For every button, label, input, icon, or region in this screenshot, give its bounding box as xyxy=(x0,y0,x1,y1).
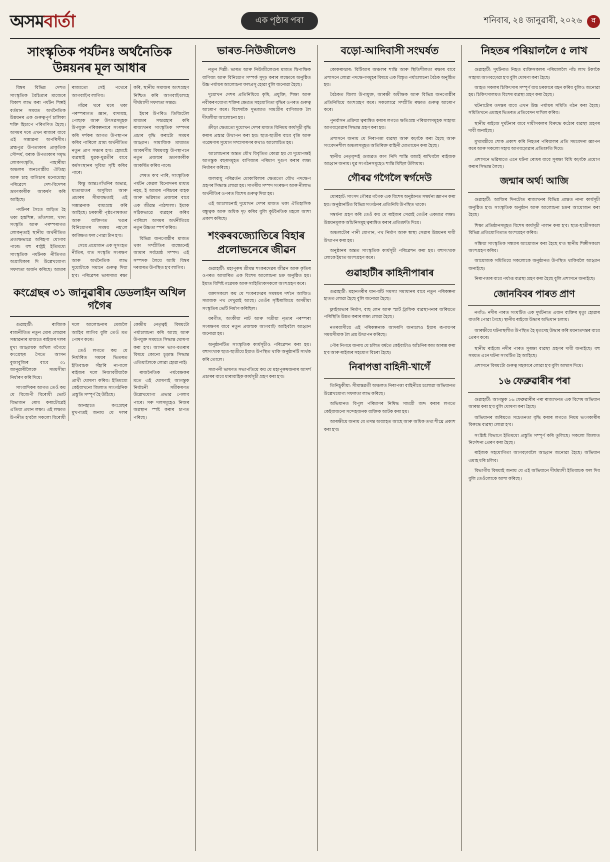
column-divider xyxy=(317,45,318,851)
article-headline-gaurav-gogoi: গৌৰৱ গগৈলৈ স্বৰ্গদেউ xyxy=(324,172,456,190)
article-headline-today: জন্মাৰ অৰ্থ! আজি xyxy=(468,175,600,193)
seal-icon: ꠛ xyxy=(587,15,600,28)
paragraph: বিভিন্ন জনগোষ্ঠীৰ মাজত থকা সম্প্ৰীতিৰ বান্ধোনেই আমাৰ সৰ্বশ্ৰেষ্ঠ সম্পদ। এই সম্পদক লৈয়ে আমি বিশ্বৰ দৰবাৰত উপস্থিত হ'ব লাগিব। xyxy=(133,235,190,271)
paragraph: শেষত ক'ব পাৰি, সাংস্কৃতিক পৰ্যটন কেৱল বিনোদনৰ মাধ্যম নহয়, ই আমাৰ পৰিচয়ৰ বাহক আৰু ভৱিষ্যত প্ৰজন্মৰ বাবে এক জীৱন্ত পাঠশালা। ইয়াক সঠিকভাৱে ব্যৱহাৰ কৰিব পাৰিলে অসমৰ অৰ্থনীতিয়ে নতুন উচ্চতা স্পৰ্শ কৰিব। xyxy=(133,173,190,231)
paragraph: তেওঁ লগতে কয় যে নিৰ্ধাৰিত সময়ৰ ভিতৰত ইতিবাচক সঁহাৰি নাপালে ৰাইজৰ দলে নিজাববীয়াকৈ প্ৰাৰ্থী ঘোষণা কৰিব। ইতিমধ্যে কেইবাখনো জিলাত সাংগঠনিক প্ৰস্তুতি সম্পূৰ্ণ হৈ উঠিছে। xyxy=(71,347,128,398)
paragraph: সংশ্লিষ্ট বিভাগে ইতিমধ্যে প্ৰস্তুতি সম্পূৰ্ণ কৰি তুলিছে। সকলো জিলাত নিৰ্দেশনা প্ৰেৰণ কৰা হৈছে। xyxy=(468,432,600,445)
paragraph: অঞ্চলটোৰ পানী যোগান, পথ নিৰ্মাণ আৰু স্বাস্থ্য সেৱাৰ উন্নয়নৰ দাবী উত্থাপন কৰা হয়। xyxy=(323,230,456,243)
paragraph: স্থানীয় নেতৃবৃন্দই গুজৱত কাণ নিদি শান্তি বজাই ৰাখিবলৈ ৰাইজক আহ্বান জনায়। যুৱ সংগঠনসমূহেও শান্তি মিছিল উলিয়ায়। xyxy=(323,153,456,166)
article-body-security-forces xyxy=(324,382,456,433)
paragraph: ইয়াৰ উপৰিও ডিজিটেল মাধ্যমৰ সদ্ব্যৱহাৰ কৰি ৰাজ্যখনৰ সাংস্কৃতিক সম্পদৰ প্ৰচাৰ বৃদ্ধি কৰাটো সময়ৰ আহ্বান। সামাজিক মাধ্যমত আকৰ্ষণীয় বিষয়বস্তু উপস্থাপনে নতুন প্ৰজন্মৰ ভ্ৰমণকাৰীক আকৰ্ষিত কৰিব পাৰে। xyxy=(133,110,190,168)
paragraph: প্ৰশাসনে ভৱিষ্যতে এনে ঘটনা ৰোধৰ বাবে সুৰক্ষা বিধি কঢ়াকৈ প্ৰয়োগ কৰাৰ সিদ্ধান্ত লৈছে। xyxy=(468,156,600,169)
logo-accent: বাৰ্তা xyxy=(43,11,75,31)
paragraph: যোৰহাট: সাংসদ গৌৰৱ গগৈক এক বিশেষ অনুষ্ঠানত সম্বৰ্ধনা জ্ঞাপন কৰা হয়। অনুষ্ঠানটিত বিভিন্ন সংগঠনৰ প্ৰতিনিধি উপস্থিত থাকে। xyxy=(323,194,456,207)
article-headline-security-forces: নিৰাপত্তা বাহিনী-খাগেঁ xyxy=(324,361,456,379)
masthead-date-area xyxy=(484,14,600,28)
paragraph: গুৱাহাটী: দুৰ্ঘটনাত নিহত ব্যক্তিসকলৰ পৰিয়াললৈ পাঁচ লাখ টকাকৈ সাহায্য আগবঢ়োৱা হ'ব বুলি ঘোষণা কৰা হৈছে। xyxy=(468,67,600,80)
logo-main: অসম xyxy=(10,11,44,31)
paragraph: সমাপনী ভাষণত সভাপতিয়ে কয় যে মহাপুৰুষজনাৰ আদৰ্শ প্ৰচাৰৰ বাবে ধাৰাবাহিক কাৰ্যসূচী গ্ৰহণ কৰা হ'ব। xyxy=(202,366,311,380)
column-divider xyxy=(461,45,462,851)
paragraph: পুনৰ্বাসন প্ৰক্ৰিয়া ত্বৰান্বিত কৰাৰ লগতে ক্ষতিগ্ৰস্ত পৰিয়ালসমূহক সাহায্য আগবঢ়োৱাৰ সিদ্ধান্ত গ্ৰহণ কৰা হয়। xyxy=(323,117,456,131)
article-headline-compensation: নিহতৰ পৰিয়াললৈ ৫ লাখ xyxy=(468,45,600,62)
article-headline-guwahati-story: গুৱাহাটীৰ কাহিনীপাৰাৰ xyxy=(324,267,456,285)
paragraph: এই আলোচনাই দুয়োখন দেশৰ মাজত থকা ঐতিহাসিক বন্ধুত্বক আৰু অধিক দৃঢ় কৰিব বুলি কূটনৈতিক মহলে আশা প্ৰকাশ কৰিছে। xyxy=(202,201,311,221)
paragraph: গুৱাহাটী: আজিৰ দিনটোত ৰাজ্যখনৰ বিভিন্ন প্ৰান্তত নানা কাৰ্যসূচী অনুষ্ঠিত হ'ব। সাংস্কৃতিক অনুষ্ঠান আৰু আলোচনা চক্ৰৰ আয়োজন কৰা হৈছে। xyxy=(468,197,600,218)
content-grid xyxy=(10,45,600,851)
column-compensation xyxy=(468,45,600,851)
continuation-badge: এক পৃষ্ঠাৰ পৰা xyxy=(241,12,317,30)
paragraph: স্থানীয় ৰাইজে নদীৰ পাৰত সুৰক্ষা ব্যৱস্থা গ্ৰহণৰ দাবী জনাইছে। বহু সময়ত এনে ঘটনা সংঘটিত হৈ আহিছে। xyxy=(468,345,600,358)
paragraph: আৰক্ষীয়ে জনায় যে তদন্ত অব্যাহত আছে আৰু অধিক তথ্য শীঘ্ৰে প্ৰকাশ কৰা হ'ব। xyxy=(323,419,456,432)
paragraph: গাঁৱৰ ঘৰে ঘৰে থকা পৰম্পৰাগত জ্ঞান, বাদ্যযন্ত্ৰ, পোছাক আৰু উৎসৱসমূহক উপযুক্ত পৰিকল্পনাৰে সংৰক্ষণ কৰি দৰ্শকৰ আগত উপস্থাপন কৰিব পাৰিলে গ্ৰাম্য অৰ্থনীতিত নতুন প্ৰাণ সঞ্চাৰ হ'ব। হোমষ্টে ব্যৱস্থাই যুৱক-যুৱতীৰ বাবে কৰ্মসংস্থানৰ সুবিধা সৃষ্টি কৰিব পাৰে। xyxy=(71,103,128,176)
paragraph: জলবায়ু পৰিৱৰ্তন মোকাবিলাৰ ক্ষেত্ৰতো যৌথ পদক্ষেপ গ্ৰহণৰ সিদ্ধান্ত লোৱা হয়। সাগৰীয় সম্পদ সংৰক্ষণ আৰু নীলাভ অৰ্থনীতিৰ ওপৰত বিশেষ গুৰুত্ব দিয়া হয়। xyxy=(202,175,311,196)
publication-date: শনিবাৰ, ২৪ জানুৱাৰী, ২০২৬ xyxy=(483,15,582,25)
paragraph: আৰক্ষীয়ে ঘটনাস্থলীত উপস্থিত হৈ মৃতদেহ উদ্ধাৰ কৰি ময়নাতদন্তৰ বাবে প্ৰেৰণ কৰে। xyxy=(468,327,600,341)
article-headline-riverbank-death: জোনবিবৰ পাৰত প্ৰাণ xyxy=(468,288,600,306)
article-headline-sankardev: শংকৰবজ্যোতিৰে বিহাৰ প্ৰলোভনেৰে জীৱন xyxy=(202,230,311,260)
paragraph: ফ্লাইঅভাৰ নিৰ্মাণ, বাছ লেন আৰু স্মাৰ্ট ট্ৰাফিক ব্যৱস্থাপনাৰ জৰিয়তে পৰিস্থিতি উন্নত কৰাৰ লক্ষ্য লোৱা হৈছে। xyxy=(323,306,456,320)
article-body-gaurav-gogoi xyxy=(324,193,456,262)
paragraph: সম্বৰ্ধনা গ্ৰহণ কৰি তেওঁ কয় যে ৰাইজৰ সেৱাই তেওঁৰ একমাত্ৰ লক্ষ্য। উন্নয়নমূলক আঁচনিসমূহ ত্বৰান্বিত কৰাৰ প্ৰতিশ্ৰুতি দিয়ে। xyxy=(323,212,456,225)
article-body-guwahati-story xyxy=(324,288,456,357)
newspaper-logo[interactable] xyxy=(10,13,75,30)
paragraph: গুৱাহাটী: আগন্তুক ১৬ ফেব্ৰুৱাৰীৰ পৰা ৰাজ্যখনত এক বিশেষ অভিযান আৰম্ভ কৰা হ'ব বুলি ঘোষণা কৰা হৈছে। xyxy=(468,396,600,410)
article-body-sankardev xyxy=(202,265,311,381)
column-india-newzealand xyxy=(202,45,311,851)
paragraph: সাংবাদিকৰ আগত তেওঁ কয় যে বিজেপী বিৰোধী ভোট বিভাজন ৰোধ কৰাটোৱেই এতিয়া প্ৰধান লক্ষ্য। এই লক্ষ্যত উপনীত হ'বলৈ সকলো বিৰোধী দলে আলোচনাৰ মেজলৈ আহিব লাগিব বুলি তেওঁ মত পোষণ কৰে। xyxy=(10,322,128,420)
paragraph: বৈঠকত জিলা উপায়ুক্ত, আৰক্ষী অধীক্ষক আৰু বিভিন্ন জনগোষ্ঠীৰ প্ৰতিনিধিয়ে অংশগ্ৰহণ কৰে। সকলোৱে সম্প্ৰীতি ৰক্ষাত গুৰুত্ব আৰোপ কৰে। xyxy=(323,92,456,113)
paragraph: প্ৰশাসনে জনায় যে নিৰাপত্তা ব্যৱস্থা আৰু কঢ়াকৈ কৰা হৈছে আৰু সংবেদনশীল অঞ্চলসমূহত অতিৰিক্ত বাহিনী মোতায়েন কৰা হৈছে। xyxy=(323,135,456,149)
article-headline-india-newzealand: ভাৰত-নিউজীলেণ্ড xyxy=(202,45,311,62)
paragraph: গুৱাহাটী: মহানগৰীৰ যান-জঁট সমস্যা সমাধানৰ বাবে নতুন পৰিকল্পনা হাতত লোৱা হৈছে বুলি জনোৱা হৈছে। xyxy=(323,288,456,302)
paragraph: কিন্তু আন্তঃগাঁথনিৰ অভাৱ, যাতায়াতৰ অসুবিধা আৰু প্ৰচাৰৰ সীমাবদ্ধতাই এই সম্ভাৱনাক বাধাগ্ৰস্ত কৰি আহিছে। চৰকাৰী পৃষ্ঠপোষকতা আৰু ব্যক্তিগত খণ্ডৰ বিনিয়োগৰ সমন্বয় নহ'লে কাঙ্ক্ষিত ফল পোৱা টান হ'ব। xyxy=(71,180,128,238)
paragraph: কোকৰাঝাৰ: বিটিআৰ অঞ্চলৰ শান্তি আৰু স্থিতিশীলতা ৰক্ষাৰ বাবে প্ৰশাসনে লোৱা পদক্ষেপসমূহৰ বিষয়ে এক বিস্তৃত পৰ্যালোচনা বৈঠক অনুষ্ঠিত হয়। xyxy=(323,67,456,87)
paragraph: অভিযানত বিপুল পৰিমাণৰ নিষিদ্ধ সামগ্ৰী জব্দ কৰাৰ লগতে কেইবাজনো সন্দেহজনক ব্যক্তিক আটক কৰা হয়। xyxy=(323,401,456,414)
paragraph: অভিযানৰ জৰিয়তে সচেতনতা বৃদ্ধি কৰাৰ লগতে নিয়ম ভংগকাৰীৰ বিৰুদ্ধে ব্যৱস্থা লোৱা হ'ব। xyxy=(468,414,600,428)
paragraph: স্থানীয় ৰাইজে দুৰ্ঘটনাৰ বাবে দায়ীসকলৰ বিৰুদ্ধে কঠোৰ ব্যৱস্থা গ্ৰহণৰ দাবী জনাইছে। xyxy=(468,120,600,134)
paragraph: নিৰাপত্তাৰ বাবে পৰ্যাপ্ত ব্যৱস্থা গ্ৰহণ কৰা হৈছে বুলি প্ৰশাসনে জনাইছে। xyxy=(474,276,596,282)
paragraph: নগৰবাসীয়ে এই পৰিকল্পনাক আদৰণি জনালেও ইয়াৰ ৰূপায়ণৰ সময়সীমাক লৈ প্ৰশ্ন উত্থাপন কৰিছে। xyxy=(323,324,456,338)
paragraph: মুখ্যমন্ত্ৰীয়ে শোক প্ৰকাশ কৰি নিহতৰ পৰিয়ালৰ প্ৰতি সমবেদনা জ্ঞাপন কৰে আৰু সকলো সহায় আগবঢ়োৱাৰ প্ৰতিশ্ৰুতি দিয়ে। xyxy=(468,138,600,152)
paragraph: আয়োজক সমিতিয়ে সকলোকে অনুষ্ঠানত উপস্থিত থাকিবলৈ আহ্বান জনাইছে। xyxy=(468,258,600,271)
paragraph: পৰ্যটনৰ সৈতে জড়িত হৈ থকা হস্তশিল্প, তাঁতশাল, খাদ্য সংস্কৃতি আৰু পৰম্পৰাগত লোকনৃত্যই স্থানীয় অৰ্থনীতিত প্ৰত্যক্ষভাৱে অৰিহণা যোগাব পাৰে। বহু ৰাষ্ট্ৰই ইতিমধ্যে সাংস্কৃতিক পৰ্যটনক নীতিগত অগ্ৰাধিকাৰ দি উল্লেখযোগ্য সফলতা অৰ্জন কৰিছে। আমাৰ ৰাজ্যতো সেই পথেৰে আগবাঢ়িব লাগিব। xyxy=(10,85,128,272)
paragraph: গুৱাহাটী: মহাপুৰুষ শ্ৰীমন্ত শংকৰদেৱৰ জীৱন আৰু কৃতিৰ ওপৰত আধাৰিত এক বিশেষ আলোচনা চক্ৰ অনুষ্ঠিত হয়। ইয়াত বিশিষ্ট গৱেষক আৰু সাহিত্যিকসকলে অংশগ্ৰহণ কৰে। xyxy=(202,265,311,286)
paragraph: আনহাতে কংগ্ৰেছৰ মুখপাত্ৰই জনায় যে দলৰ কেন্দ্ৰীয় নেতৃত্বই বিষয়টো পৰ্যালোচনা কৰি আছে আৰু উপযুক্ত সময়তে সিদ্ধান্ত ঘোষণা কৰা হ'ব। আসন ভাগ-বতৰাৰ বিষয়ে কোনো চূড়ান্ত সিদ্ধান্ত এতিয়ালৈকে লোৱা হোৱা নাই। xyxy=(71,322,190,416)
paragraph: প্ৰশাসনে বিষয়টো গুৰুত্ব সহকাৰে লোৱা হ'ব বুলি আশ্বাস দিয়ে। xyxy=(474,363,584,369)
article-body-bodo-adivasi xyxy=(324,66,456,167)
article-body-compensation xyxy=(468,66,600,170)
paragraph: বিভাগীয় বিষয়াই জনায় যে এই অভিযানে দীৰ্ঘম্যাদী ইতিবাচক ফল দিব বুলি তেওঁলোকে আশা কৰিছে। xyxy=(468,468,600,481)
paragraph: ৰাইজক সহযোগিতা আগবঢ়াবলৈ আহ্বান জনোৱা হৈছে। অভিযান এমাহ ধৰি চলিব। xyxy=(468,450,600,463)
article-body-february-16 xyxy=(468,396,600,482)
paragraph: গুৱাহাটী: ৰাজ্যিক ৰাজনীতিত নতুন মোৰ লোৱাৰ সম্ভাৱনাৰ মাজতে ৰাইজৰ দলৰ মুখ্য আহ্বায়ক অখিল গগৈয়ে কংগ্ৰেছৰ সৈতে আসন বুজাবুজিৰ বাবে ৩১ জানুৱাৰীলৈকে সময়সীমা নিৰ্ধাৰণ কৰি দিয়ে। xyxy=(10,322,66,380)
page-title: সাংস্কৃতিক পৰ্যটনঃ অৰ্থনৈতিক উন্নয়নৰ মূল আধাৰ xyxy=(10,45,189,80)
paragraph: ৰাজনৈতিক পৰ্যবেক্ষকৰ মতে এই ঘোষণাই আগন্তুক নিৰ্বাচনী সমীকৰণত উল্লেখযোগ্য প্ৰভাৱ পেলাব পাৰে। সৰু দলসমূহেও নিজৰ অৱস্থান স্পষ্ট কৰাৰ চাপত পৰিছে। xyxy=(133,370,190,420)
article-body-akhil-gogoi xyxy=(10,321,189,421)
paragraph: শিক্ষা প্ৰতিষ্ঠানসমূহত বিশেষ কাৰ্যসূচী পালন কৰা হ'ব। ছাত্ৰ-ছাত্ৰীসকলে বিভিন্ন প্ৰতিযোগিতাত অংশগ্ৰহণ কৰিব। xyxy=(468,222,600,236)
paragraph: বক্তাসকলে কয় যে শংকৰদেৱৰ সমন্বয়ৰ দৰ্শনে আজিও সমাজক পথ দেখুৱাই আছে। তেওঁৰ সৃষ্টিৰাজিয়ে অসমীয়া সংস্কৃতিৰ ভেটি নিৰ্মাণ কৰিছিল। xyxy=(202,291,311,311)
paragraph: অনুষ্ঠানটিত সাংস্কৃতিক কাৰ্যসূচীও পৰিৱেশন কৰা হয়। বহুসংখ্যক ছাত্ৰ-ছাত্ৰীয়ে ইয়াত উপস্থিত থাকি অনুষ্ঠানটি সাৰ্থক কৰি তোলে। xyxy=(202,341,311,362)
paragraph: তিনিচুকীয়া: সীমান্তৱৰ্তী অঞ্চলত নিৰাপত্তা বাহিনীয়ে চলোৱা অভিযানত উল্লেখযোগ্য সফলতা লাভ কৰিছে। xyxy=(323,383,456,396)
article-headline-akhil-gogoi: কংগ্ৰেছৰ ৩১ জানুৱাৰীৰ ডেডলাইন অখিল গগৈৰ xyxy=(10,287,189,317)
paragraph: পৌৰ নিগমে জনায় যে চলিত বৰ্ষতে কেইবাটাও আঁচনিৰ কাম আৰম্ভ কৰা হ'ব আৰু ৰাইজৰ সহযোগ বিচৰা হৈছে। xyxy=(323,342,456,355)
paragraph: আলোচনাৰ অন্তত যৌথ বিবৃতিত কোৱা হয় যে দুয়োপক্ষই আগন্তুক বছৰসমূহত বাণিজ্যৰ পৰিমাণ দুগুণ কৰাৰ লক্ষ্য নিৰ্ধাৰণ কৰিছে। xyxy=(202,150,311,171)
column-bodo-adivasi xyxy=(324,45,456,851)
article-body-riverbank-death xyxy=(468,309,600,370)
article-headline-february-16: ১৬ ফেব্ৰুৱাৰীৰ পৰা xyxy=(468,375,600,393)
paragraph: আহত সকলৰ চিকিৎসাৰ সম্পূৰ্ণ ব্যয় চৰকাৰে বহন কৰিব বুলিও জনোৱা হয়। চিকিৎসালয়ত বিশেষ ব্যৱস্থা গ্ৰহণ কৰা হৈছে। xyxy=(468,85,600,98)
column-editorial xyxy=(10,45,189,851)
column-divider xyxy=(195,45,196,851)
paragraph: নতুন দিল্লী: ভাৰত আৰু নিউজীলেণ্ডৰ মাজত দ্বিপাক্ষিক বাণিজ্য আৰু বিনিয়োগ সম্পৰ্ক সুদৃঢ় কৰাৰ লক্ষ্যেৰে অনুষ্ঠিত উচ্চ পৰ্যায়ৰ আলোচনা ফলপ্ৰসূ হোৱা বুলি জনোৱা হৈছে। xyxy=(202,67,311,87)
editorial-body xyxy=(10,84,189,279)
paragraph: অনুষ্ঠানৰ অন্তত সাংস্কৃতিক কাৰ্যসূচী পৰিৱেশন কৰা হয়। বহুসংখ্যক লোকে ইয়াত অংশগ্ৰহণ কৰে। xyxy=(323,248,456,261)
paragraph: বৰগীত, অংকীয়া নাট আৰু সত্ৰীয়া নৃত্যৰ পৰম্পৰা সংৰক্ষণৰ বাবে নতুন প্ৰজন্মক আগবাঢ়ি আহিবলৈ আহ্বান জনোৱা হয়। xyxy=(202,316,311,337)
paragraph: নগাঁও: নদীৰ পাৰত সংঘটিত এক দুৰ্ঘটনাত এজন ব্যক্তিৰ মৃত্যু হোৱাৰ বাতৰি পোৱা গৈছে। স্থানীয় ৰাইজে উদ্ধাৰ অভিযান চলায়। xyxy=(468,309,600,323)
masthead xyxy=(10,8,600,39)
paragraph: সেয়ে প্ৰয়োজন এক সুসংহত নীতিৰ, য'ত সংস্কৃতি সংৰক্ষণ আৰু অৰ্থনৈতিক লাভ দুয়োটাকে সমানে গুৰুত্ব দিয়া হ'ব। পৰিৱেশৰ ভাৰসাম্য ৰক্ষা কৰি, স্থানীয় সমাজৰ অংশগ্ৰহণ নিশ্চিত কৰি আগবাঢ়িলেহে দীৰ্ঘম্যাদী সফলতা সম্ভৱ। xyxy=(71,85,190,278)
article-body-india-newzealand xyxy=(202,66,311,222)
paragraph: দুয়োখন দেশৰ প্ৰতিনিধিয়ে কৃষি, প্ৰযুক্তি, শিক্ষা আৰু নবীকৰণযোগ্য শক্তিৰ ক্ষেত্ৰত সহযোগিতা বৃদ্ধিৰ ওপৰত গুৰুত্ব আৰোপ কৰে। বিশেষকৈ দুগ্ধজাত সামগ্ৰীৰ বাণিজ্যক লৈ দীঘলীয়া আলোচনা হয়। xyxy=(202,92,311,120)
paragraph: ঘটনাটোৰ তদন্তৰ বাবে এখন উচ্চ পৰ্যায়ৰ সমিতি গঠন কৰা হৈছে। সমিতিখনে এমাহৰ ভিতৰত প্ৰতিবেদন দাখিল কৰিব। xyxy=(468,102,600,116)
paragraph: বিশ্বৰ বিভিন্ন দেশত সাংস্কৃতিক বৈচিত্ৰ্যৰ মাজেৰে বিকাশ লাভ কৰা পৰ্যটন শিল্পই বৰ্তমান সময়ত অৰ্থনৈতিক উন্নয়নৰ এক গুৰুত্বপূৰ্ণ চালিকা শক্তি হিচাপে পৰিগণিত হৈছে। অসমৰ দৰে এখন ৰাজ্যৰ বাবে এই সম্ভাৱনা অপৰিসীম। ব্ৰহ্মপুত্ৰ উপত্যকাৰ প্ৰাকৃতিক সৌন্দৰ্য, বৰাক উপত্যকাৰ সমৃদ্ধ লোকসংস্কৃতি, পাহাৰীয়া অঞ্চলৰ জনগোষ্ঠীয় ঐতিহ্য আৰু চাহ বাগিচাৰ মনোমোহা পৰিৱেশে দেশ-বিদেশৰ ভ্ৰমণকাৰীক আকৰ্ষণ কৰি আহিছে। xyxy=(10,85,66,202)
article-body-today xyxy=(468,196,600,282)
paragraph: ক্ৰীড়া ক্ষেত্ৰতো দুয়োখন দেশৰ মাজত বিনিময় কাৰ্যসূচী বৃদ্ধি কৰাৰ প্ৰস্তাৱ উত্থাপন কৰা হয়। ছাত্ৰ-ছাত্ৰীৰ বাবে বৃত্তি আৰু গৱেষণাৰ সুযোগ সম্প্ৰসাৰণৰ কথাও আলোচিত হয়। xyxy=(202,125,311,146)
paragraph: সন্ধিয়া সাংস্কৃতিক সন্ধ্যাৰ আয়োজন কৰা হৈছে য'ত স্থানীয় শিল্পীসকলে অংশগ্ৰহণ কৰিব। xyxy=(468,240,600,253)
article-headline-bodo-adivasi: বড়ো-আদিবাসী সংঘৰ্ষত xyxy=(324,45,456,62)
